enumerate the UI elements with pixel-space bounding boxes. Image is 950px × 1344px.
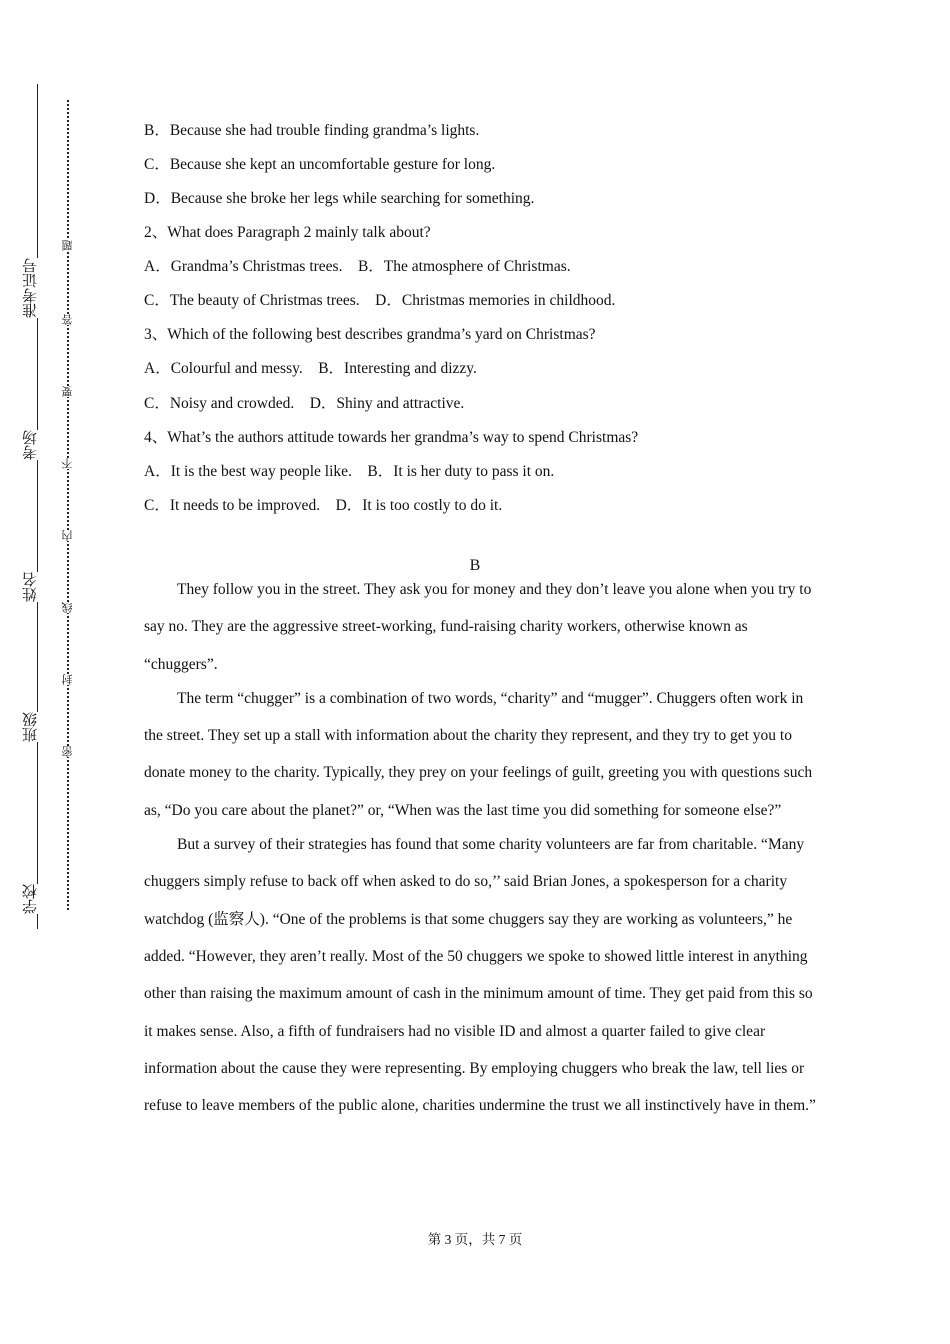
field-school: 学校: [23, 884, 39, 914]
binding-solid-line: [37, 84, 38, 929]
q1-option-c: C．Because she kept an uncomfortable gesture for long.: [144, 156, 496, 173]
seal-char: 密: [61, 746, 74, 757]
section-title: B: [469, 557, 481, 574]
q4-options-cd: C．It needs to be improved. D．It is too costly to do it.: [144, 497, 503, 514]
q1-option-b: B．Because she had trouble finding grandma’s lights.: [144, 122, 480, 139]
seal-char: 答: [61, 314, 74, 325]
seal-char: 封: [61, 674, 74, 685]
field-name: 姓名: [23, 572, 39, 602]
seal-char: 内: [61, 530, 74, 541]
passage-paragraph-2: The term “chugger” is a combination of two words, “charity” and “mugger”. Chuggers often work in the street. They set up a stall with information about the charity they represent, and they try to get you to donate money to the charity. Typically, they prey on your feelings of guilt, greeting you with questions such as, “Do you care about the planet?” or, “When was the last time you did something for someone else?”: [144, 689, 813, 819]
q2-options-cd: C．The beauty of Christmas trees. D．Christmas memories in childhood.: [144, 292, 616, 309]
field-exam-room: 考场: [23, 430, 39, 460]
seal-char: 题: [61, 240, 74, 251]
passage-paragraph-3: But a survey of their strategies has found that some charity volunteers are far from charitable. “Many chuggers simply refuse to back off when asked to do so,’’ said Brian Jones, a spokesperson for a charity watchdog (监察人). “One of the problems is that some chuggers say they are working as volunteers,” he added. “However, they aren’t really. Most of the 50 chuggers we spoke to showed little interest in anything other than raising the maximum amount of cash in the minimum amount of time. They get paid from this so it makes sense. Also, a fifth of fundraisers had no visible ID and almost a quarter failed to give clear information about the cause they were representing. By employing chuggers who break the law, tell lies or refuse to leave members of the public alone, charities undermine the trust we all instinctively have in them.”: [144, 836, 816, 1115]
reading-passage: [144, 571, 816, 1124]
binding-dotted-line: [67, 100, 69, 910]
field-exam-number: 准考证号: [23, 258, 39, 318]
passage-paragraph-1: They follow you in the street. They ask you for money and they don’t leave you alone when you try to say no. They are the aggressive street-working, fund-raising charity workers, otherwise known as “chuggers”.: [144, 581, 812, 673]
q3-options-cd: C．Noisy and crowded. D．Shiny and attractive.: [144, 395, 465, 412]
q4-stem: 4、What’s the authors attitude towards her grandma’s way to spend Christmas?: [144, 429, 639, 446]
seal-char: 线: [61, 602, 74, 613]
field-class: 班级: [23, 712, 39, 742]
q3-stem: 3、Which of the following best describes grandma’s yard on Christmas?: [144, 326, 596, 343]
q1-option-d: D．Because she broke her legs while searching for something.: [144, 190, 535, 207]
q2-options-ab: A．Grandma’s Christmas trees. B．The atmosphere of Christmas.: [144, 258, 571, 275]
seal-char: 要: [61, 386, 74, 397]
page-footer: 第 3 页，共 7 页: [427, 1232, 523, 1247]
q2-stem: 2、What does Paragraph 2 mainly talk about?: [144, 224, 431, 241]
q3-options-ab: A．Colourful and messy. B．Interesting and dizzy.: [144, 360, 477, 377]
seal-char: 不: [61, 458, 74, 469]
q4-options-ab: A．It is the best way people like. B．It is her duty to pass it on.: [144, 463, 555, 480]
